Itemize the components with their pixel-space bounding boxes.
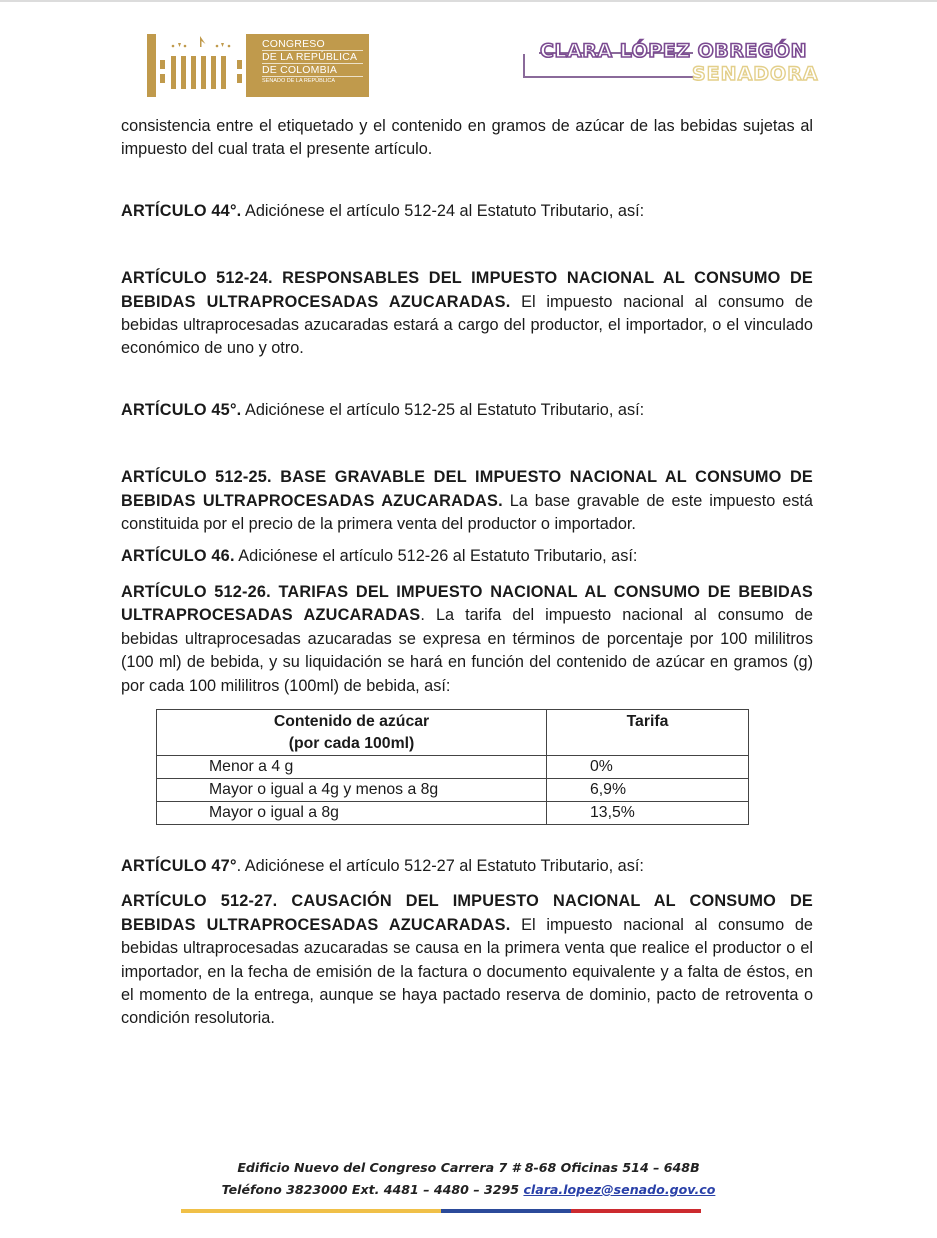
cell-rate: 6,9% xyxy=(547,778,749,801)
article-512-25 xyxy=(121,466,813,536)
article-512-27-text: El impuesto nacional al consumo de bebidas ultraprocesadas azucaradas se causa en la primera venta que realice el productor o el importador, en la fecha de emisión de la factura o documento equivalente y a falta de éstos, en el momento de la entrega, aunque se haya pactado reserva de dominio, pacto de retroventa o condición resolutoria. xyxy=(121,915,813,1028)
footer-contact xyxy=(0,1179,937,1201)
article-512-27 xyxy=(121,890,813,1030)
cell-content: Menor a 4 g xyxy=(157,755,547,778)
page-top-edge xyxy=(0,0,937,2)
footer-address: Edificio Nuevo del Congreso Carrera 7 # 8-68 Oficinas 514 – 648B xyxy=(237,1160,700,1175)
congress-logo-text xyxy=(255,34,369,97)
table-row xyxy=(157,755,749,778)
article-45 xyxy=(121,399,813,422)
table-row xyxy=(157,778,749,801)
article-46-label: ARTÍCULO 46. xyxy=(121,547,235,566)
footer-email-link[interactable]: clara.lopez@senado.gov.co xyxy=(523,1182,716,1197)
congress-logo xyxy=(147,34,369,97)
article-512-25-text: La base gravable de este impuesto está constituida por el precio de la primera venta del productor o importador. xyxy=(121,491,813,534)
article-512-26-text: . La tarifa del impuesto nacional al consumo de bebidas ultraprocesadas azucaradas se expresa en términos de porcentaje por 100 mililitros (100 ml) de bebida, y su liquidación se hará en función del contenido de azúcar en gramos (g) por cada 100 mililitros (100ml) de bebida, así: xyxy=(121,606,813,695)
congress-logo-line: DE COLOMBIA xyxy=(262,64,363,77)
table-header-row xyxy=(157,709,749,755)
flag-stripe-yellow xyxy=(181,1209,441,1213)
document-body xyxy=(121,115,813,1031)
article-45-label: ARTÍCULO 45°. xyxy=(121,400,242,419)
tariff-table xyxy=(156,709,749,825)
article-47-text: . Adiciónese el artículo 512-27 al Estatuto Tributario, así: xyxy=(236,856,644,875)
senator-logo xyxy=(520,40,840,90)
flag-stripe xyxy=(181,1209,701,1213)
cell-content: Mayor o igual a 4g y menos a 8g xyxy=(157,778,547,801)
article-512-24 xyxy=(121,267,813,361)
article-44-text: Adiciónese el artículo 512-24 al Estatuto Tributario, así: xyxy=(241,201,645,220)
article-512-27-label: ARTÍCULO 512-27. CAUSACIÓN DEL IMPUESTO NACIONAL AL CONSUMO DE BEBIDAS ULTRAPROCESADAS AZUCARADAS. xyxy=(121,892,813,934)
header-sugar-content xyxy=(157,709,547,755)
flag-stripe-blue xyxy=(441,1209,571,1213)
flag-stripe-red xyxy=(571,1209,701,1213)
senator-name: CLARA LÓPEZ OBREGÓN xyxy=(540,40,807,62)
cell-content: Mayor o igual a 8g xyxy=(157,801,547,824)
footer xyxy=(0,1157,937,1201)
article-44 xyxy=(121,200,813,223)
header-sugar-content-line1: Contenido de azúcar xyxy=(273,712,430,730)
article-44-label: ARTÍCULO 44°. xyxy=(121,201,242,220)
header-sugar-content-line2: (por cada 100ml) xyxy=(288,734,415,752)
article-46 xyxy=(121,545,813,568)
article-512-24-text: El impuesto nacional al consumo de bebidas ultraprocesadas azucaradas estará a cargo del productor, el importador, o el vinculado económico de uno y otro. xyxy=(121,292,813,358)
article-512-25-label: ARTÍCULO 512-25. BASE GRAVABLE DEL IMPUESTO NACIONAL AL CONSUMO DE BEBIDAS ULTRAPROCESADAS AZUCARADAS. xyxy=(121,468,813,510)
congress-logo-subline: SENADO DE LA REPÚBLICA xyxy=(262,78,336,84)
header-rate: Tarifa xyxy=(547,709,749,755)
table-row xyxy=(157,801,749,824)
footer-phone: Teléfono 3823000 Ext. 4481 – 4480 – 3295 xyxy=(221,1182,524,1197)
intro-paragraph: consistencia entre el etiquetado y el contenido en gramos de azúcar de las bebidas sujetas al impuesto del cual trata el presente artículo. xyxy=(121,117,813,159)
article-512-26 xyxy=(121,581,813,698)
article-512-24-label: ARTÍCULO 512-24. RESPONSABLES DEL IMPUESTO NACIONAL AL CONSUMO DE BEBIDAS ULTRAPROCESADAS AZUCARADAS. xyxy=(121,269,813,311)
article-47-label: ARTÍCULO 47° xyxy=(121,856,237,875)
congress-logo-line: DE LA REPÚBLICA xyxy=(262,51,363,64)
article-45-text: Adiciónese el artículo 512-25 al Estatuto Tributario, así: xyxy=(241,400,645,419)
article-47 xyxy=(121,855,813,878)
senator-title: SENADORA xyxy=(692,63,819,85)
cell-rate: 0% xyxy=(547,755,749,778)
senator-logo-bracket-gap xyxy=(523,52,539,54)
article-46-text: Adiciónese el artículo 512-26 al Estatuto Tributario, así: xyxy=(234,547,638,566)
capitol-building-icon xyxy=(147,34,255,97)
article-512-26-label: ARTÍCULO 512-26. TARIFAS DEL IMPUESTO NACIONAL AL CONSUMO DE BEBIDAS ULTRAPROCESADAS AZUCARADAS xyxy=(121,582,813,625)
cell-rate: 13,5% xyxy=(547,801,749,824)
congress-logo-line: CONGRESO xyxy=(262,38,363,51)
